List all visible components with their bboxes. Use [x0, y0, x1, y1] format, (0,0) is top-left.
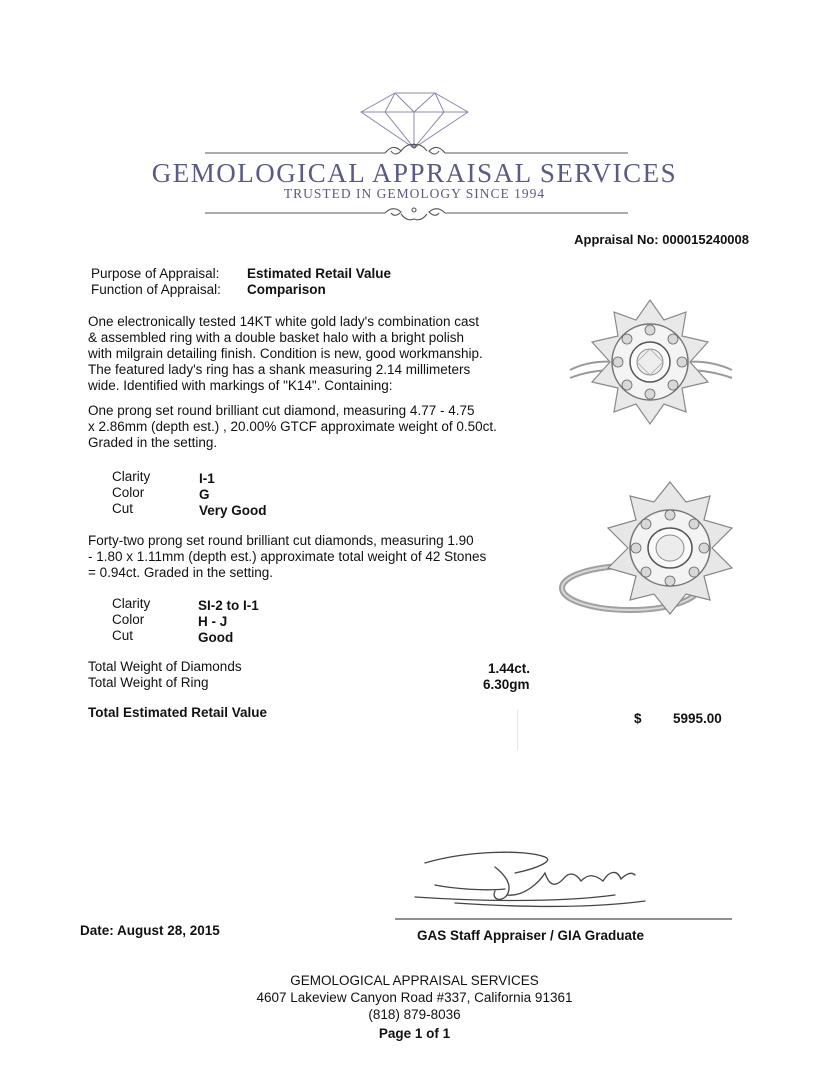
page-number: Page 1 of 1: [378, 1026, 451, 1041]
side-stones-line: Forty-two prong set round brilliant cut diamonds, measuring 1.90: [88, 533, 474, 548]
description: [88, 314, 528, 394]
side-stones-line: = 0.94ct. Graded in the setting.: [88, 565, 273, 580]
center-cut-value: Very Good: [199, 503, 267, 518]
side-clarity-label: Clarity: [112, 596, 151, 611]
total-ring-label: Total Weight of Ring: [88, 675, 209, 690]
signature-caption: GAS Staff Appraiser / GIA Graduate: [417, 928, 645, 943]
side-cut-label: Cut: [112, 628, 134, 643]
purpose-value: Estimated Retail Value: [247, 266, 392, 281]
center-cut-label: Cut: [112, 501, 134, 516]
center-stone-description: [88, 403, 538, 451]
side-color-value: H - J: [198, 614, 228, 629]
total-retail-label: Total Estimated Retail Value: [88, 705, 268, 720]
center-stone-line: Graded in the setting.: [88, 435, 218, 450]
function-label: Function of Appraisal:: [91, 282, 221, 297]
purpose-label: Purpose of Appraisal:: [91, 266, 220, 281]
description-line: One electronically tested 14KT white gold lady's combination cast: [88, 314, 480, 329]
handwritten-signature-icon: [395, 845, 740, 925]
function-value: Comparison: [247, 282, 326, 297]
footer-phone: (818) 879-8036: [368, 1007, 461, 1022]
side-stones-line: - 1.80 x 1.11mm (depth est.) approximate total weight of 42 Stones: [88, 549, 487, 564]
total-ring-value: 6.30gm: [483, 677, 530, 692]
logo-title: GEMOLOGICAL APPRAISAL SERVICES: [151, 158, 678, 188]
logo-subtitle: TRUSTED IN GEMOLOGY SINCE 1994: [283, 186, 546, 201]
side-stones-description: [88, 533, 548, 581]
center-color-value: G: [199, 487, 210, 502]
currency-symbol: $: [634, 711, 642, 726]
total-diamonds-value: 1.44ct.: [488, 661, 531, 676]
center-stone-line: One prong set round brilliant cut diamond, measuring 4.77 - 4.75: [88, 403, 475, 418]
appraisal-number: Appraisal No: 000015240008: [574, 232, 749, 247]
description-line: & assembled ring with a double basket halo with a bright polish: [88, 330, 464, 345]
description-line: with milgrain detailing finish. Condition is new, good workmanship.: [88, 346, 483, 361]
description-line: wide. Identified with markings of "K14". Containing:: [88, 378, 393, 393]
footer-company: GEMOLOGICAL APPRAISAL SERVICES: [290, 973, 539, 988]
footer-address: 4607 Lakeview Canyon Road #337, California 91361: [256, 990, 573, 1005]
side-cut-value: Good: [198, 630, 234, 645]
total-retail-value: 5995.00: [673, 711, 722, 726]
side-clarity-value: SI-2 to I-1: [198, 598, 259, 613]
diamond-outline-icon: [361, 93, 468, 148]
center-clarity-value: I-1: [199, 471, 215, 486]
ring-angled-view-icon: [555, 476, 745, 636]
description-line: The featured lady's ring has a shank measuring 2.14 millimeters: [88, 362, 471, 377]
center-color-label: Color: [112, 485, 145, 500]
side-color-label: Color: [112, 612, 145, 627]
page-crease: [517, 710, 518, 750]
center-stone-line: x 2.86mm (depth est.) , 20.00% GTCF approximate weight of 0.50ct.: [88, 419, 497, 434]
ring-top-view-icon: [560, 290, 740, 430]
appraisal-date: Date: August 28, 2015: [80, 923, 220, 938]
total-diamonds-label: Total Weight of Diamonds: [88, 659, 242, 674]
center-clarity-label: Clarity: [112, 469, 151, 484]
